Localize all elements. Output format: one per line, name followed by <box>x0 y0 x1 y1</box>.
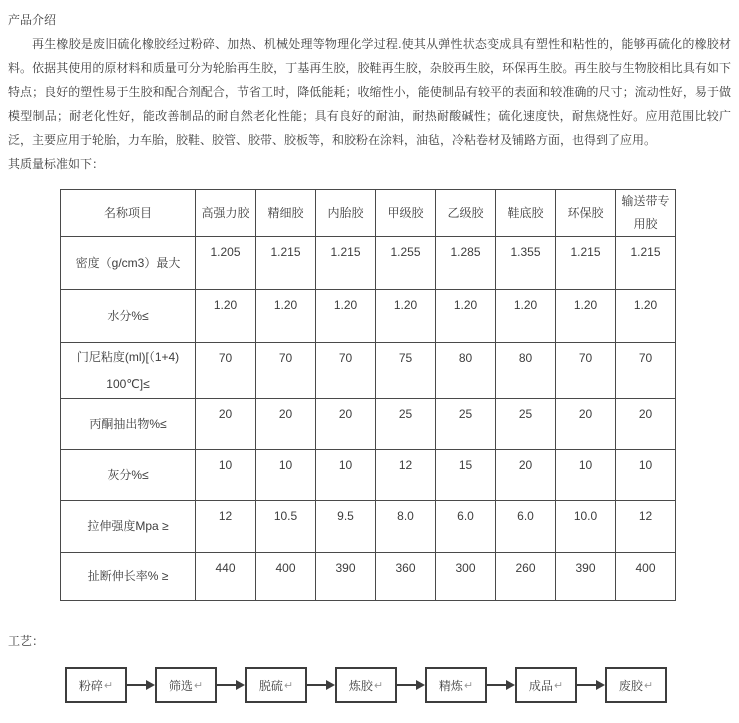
process-step-box <box>605 667 667 703</box>
table-cell: 9.5 <box>316 501 376 553</box>
table-cell: 15 <box>436 450 496 501</box>
intro-paragraph: 再生橡胶是废旧硫化橡胶经过粉碎、加热、机械处理等物理化学过程.使其从弹性状态变成具有塑性和粘性的，能够再硫化的橡胶材料。依据其使用的原材料和质量可分为轮胎再生胶，丁基再生胶，胶鞋再生胶，杂胶再生胶，环保再生胶。再生胶与生物胶相比具有如下特点；良好的塑性易于生胶和配合剂配合，节省工时，降低能耗；收缩性小，能使制品有较平的表面和较准确的尺寸；流动性好，易于做模型制品；耐老化性好，能改善制品的耐自然老化性能；具有良好的耐油，耐热耐酸碱性；硫化速度快，耐焦烧性好。应用范围比较广泛，主要应用于轮胎，力车胎，胶鞋、胶管、胶带、胶板等，和胶粉在涂料，油毡，冷粘卷材及铺路方面，也得到了应用。 <box>8 37 731 147</box>
table-cell: 20 <box>196 399 256 450</box>
table-cell: 1.20 <box>376 290 436 343</box>
process-step-label: 筛选 <box>168 678 193 693</box>
table-cell: 25 <box>376 399 436 450</box>
table-cell: 360 <box>376 553 436 601</box>
table-cell: 10.0 <box>556 501 616 553</box>
row-label: 水分%≤ <box>61 290 196 343</box>
column-header: 乙级胶 <box>436 190 496 237</box>
table-cell: 25 <box>436 399 496 450</box>
table-cell: 1.20 <box>436 290 496 343</box>
table-cell: 10 <box>316 450 376 501</box>
table-cell: 25 <box>496 399 556 450</box>
return-mark-icon: ↵ <box>103 679 114 692</box>
table-cell: 1.20 <box>556 290 616 343</box>
table-cell: 12 <box>196 501 256 553</box>
arrow-shaft <box>577 684 596 686</box>
table-cell: 80 <box>436 343 496 399</box>
table-row <box>61 290 676 343</box>
table-row <box>61 399 676 450</box>
table-cell: 6.0 <box>436 501 496 553</box>
row-label: 灰分%≤ <box>61 450 196 501</box>
process-step-label: 粉碎 <box>78 678 103 693</box>
process-step-label: 精炼 <box>438 678 463 693</box>
page-title: 产品介绍 <box>8 13 57 27</box>
table-cell: 390 <box>556 553 616 601</box>
table-cell: 1.215 <box>316 237 376 290</box>
table-cell: 70 <box>616 343 676 399</box>
row-label: 丙酮抽出物%≤ <box>61 399 196 450</box>
arrow-shaft <box>127 684 146 686</box>
table-row <box>61 237 676 290</box>
table-cell: 1.20 <box>616 290 676 343</box>
table-cell: 1.215 <box>256 237 316 290</box>
return-mark-icon: ↵ <box>283 679 294 692</box>
table-cell: 400 <box>256 553 316 601</box>
table-cell: 260 <box>496 553 556 601</box>
table-cell: 1.20 <box>256 290 316 343</box>
arrow-shaft <box>487 684 506 686</box>
arrow-head <box>506 680 515 690</box>
table-cell: 75 <box>376 343 436 399</box>
return-mark-icon: ↵ <box>643 679 654 692</box>
table-cell: 300 <box>436 553 496 601</box>
process-step-label: 废胶 <box>618 678 643 693</box>
table-cell: 20 <box>616 399 676 450</box>
arrow-head <box>326 680 335 690</box>
column-header: 鞋底胶 <box>496 190 556 237</box>
table-cell: 1.20 <box>196 290 256 343</box>
table-cell: 80 <box>496 343 556 399</box>
process-step-label: 炼胶 <box>348 678 373 693</box>
arrow-shaft <box>397 684 416 686</box>
process-step-box <box>335 667 397 703</box>
column-header: 环保胶 <box>556 190 616 237</box>
table-cell: 20 <box>556 399 616 450</box>
process-step-box <box>65 667 127 703</box>
table-cell: 440 <box>196 553 256 601</box>
arrow-shaft <box>217 684 236 686</box>
table-cell: 10 <box>616 450 676 501</box>
table-cell: 70 <box>556 343 616 399</box>
table-cell: 400 <box>616 553 676 601</box>
table-cell: 12 <box>376 450 436 501</box>
table-header-row <box>61 190 676 237</box>
arrow-head <box>236 680 245 690</box>
column-header: 甲级胶 <box>376 190 436 237</box>
row-label-header: 名称项目 <box>61 190 196 237</box>
table-cell: 70 <box>256 343 316 399</box>
quality-standards-table <box>60 189 676 601</box>
return-mark-icon: ↵ <box>463 679 474 692</box>
process-flow-diagram <box>65 667 731 703</box>
table-row <box>61 553 676 601</box>
process-step-label: 成品 <box>528 678 553 693</box>
arrow-right-icon <box>307 680 335 690</box>
table-cell: 12 <box>616 501 676 553</box>
table-cell: 10.5 <box>256 501 316 553</box>
table-row <box>61 450 676 501</box>
arrow-right-icon <box>577 680 605 690</box>
table-cell: 1.20 <box>316 290 376 343</box>
table-row <box>61 343 676 399</box>
process-step-box <box>155 667 217 703</box>
process-step-box <box>245 667 307 703</box>
column-header: 高强力胶 <box>196 190 256 237</box>
arrow-head <box>146 680 155 690</box>
row-label: 拉伸强度Mpa ≥ <box>61 501 196 553</box>
table-row <box>61 501 676 553</box>
table-cell: 1.355 <box>496 237 556 290</box>
column-header: 精细胶 <box>256 190 316 237</box>
process-step-label: 脱硫 <box>258 678 283 693</box>
table-cell: 20 <box>256 399 316 450</box>
arrow-head <box>596 680 605 690</box>
table-cell: 10 <box>196 450 256 501</box>
column-header: 内胎胶 <box>316 190 376 237</box>
row-label: 扯断伸长率% ≥ <box>61 553 196 601</box>
table-cell: 390 <box>316 553 376 601</box>
arrow-right-icon <box>487 680 515 690</box>
table-cell: 1.285 <box>436 237 496 290</box>
arrow-right-icon <box>127 680 155 690</box>
table-cell: 1.255 <box>376 237 436 290</box>
arrow-shaft <box>307 684 326 686</box>
arrow-right-icon <box>397 680 425 690</box>
row-label: 门尼粘度(ml)[（1+4) 100℃]≤ <box>61 343 196 399</box>
table-cell: 70 <box>316 343 376 399</box>
table-cell: 20 <box>316 399 376 450</box>
table-cell: 8.0 <box>376 501 436 553</box>
table-cell: 6.0 <box>496 501 556 553</box>
arrow-head <box>416 680 425 690</box>
table-caption: 其质量标准如下： <box>8 157 105 171</box>
table-cell: 70 <box>196 343 256 399</box>
process-step-box <box>425 667 487 703</box>
table-cell: 1.215 <box>556 237 616 290</box>
document-page <box>8 8 731 703</box>
row-label: 密度（g/cm3）最大 <box>61 237 196 290</box>
table-cell: 1.205 <box>196 237 256 290</box>
return-mark-icon: ↵ <box>193 679 204 692</box>
return-mark-icon: ↵ <box>553 679 564 692</box>
column-header: 输送带专用胶 <box>616 190 676 237</box>
arrow-right-icon <box>217 680 245 690</box>
table-cell: 1.215 <box>616 237 676 290</box>
process-label: 工艺： <box>8 634 45 648</box>
process-step-box <box>515 667 577 703</box>
return-mark-icon: ↵ <box>373 679 384 692</box>
table-cell: 1.20 <box>496 290 556 343</box>
table-cell: 10 <box>556 450 616 501</box>
table-cell: 20 <box>496 450 556 501</box>
table-cell: 10 <box>256 450 316 501</box>
